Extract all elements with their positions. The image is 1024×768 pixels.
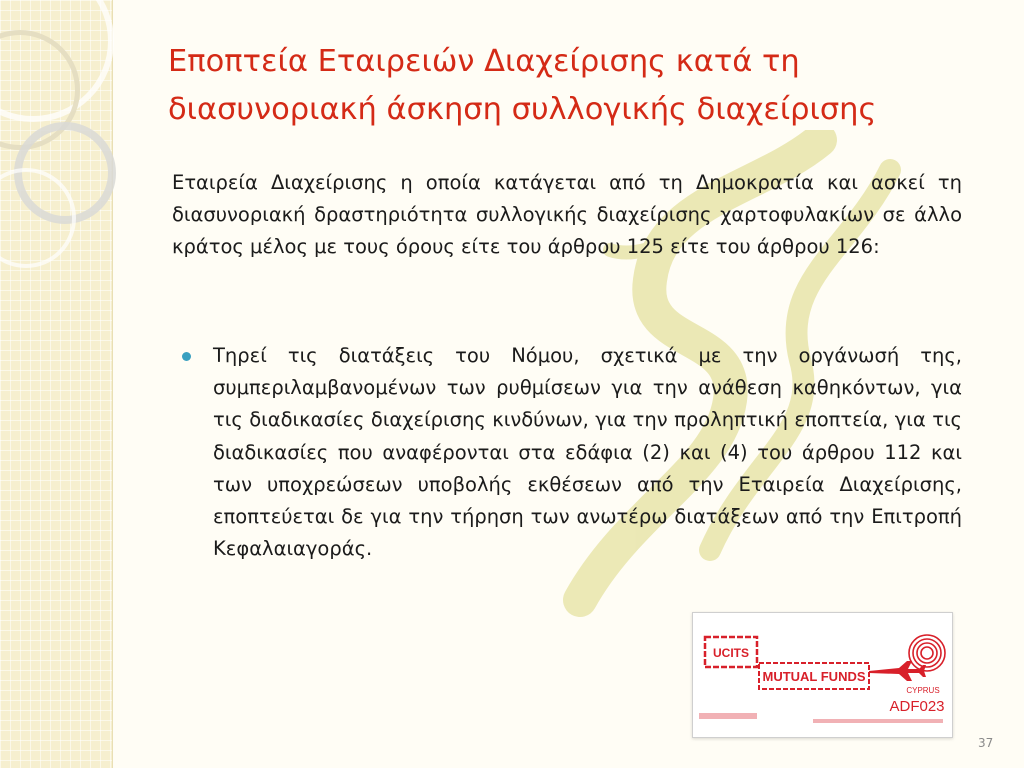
bullet-list <box>182 340 962 565</box>
mutual-funds-label: MUTUAL FUNDS <box>762 669 866 684</box>
page-number: 37 <box>978 736 994 750</box>
ucits-logo <box>693 613 952 737</box>
title-line: διασυνοριακή άσκηση συλλογικής διαχείρισης <box>168 92 877 127</box>
intro-paragraph: Εταιρεία Διαχείρισης η οποία κατάγεται από τη Δημοκρατία και ασκεί τη διασυνοριακή δραστηριότητα συλλογικής διαχείρισης χαρτοφυλακίων σε άλλο κράτος μέλος με τους όρους είτε του άρθρου 125 είτε του άρθρου 126: <box>172 171 962 258</box>
list-item <box>182 340 962 565</box>
decorative-sidebar <box>0 0 113 768</box>
title-line: Εποπτεία Εταιρειών Διαχείρισης κατά τη <box>168 44 800 79</box>
cyprus-label: CYPRUS <box>906 686 940 695</box>
fund-code-label: ADF023 <box>889 698 945 715</box>
bullet-text: Τηρεί τις διατάξεις του Νόμου, σχετικά με την οργάνωσή της, συμπεριλαμβανομένων των ρυθμίσεων για την ανάθεση καθηκόντων, για τις διαδικασίες διαχείρισης κινδύνων, για την προληπτική εποπτεία, για τις διαδικασίες που αναφέρονται στα εδάφια (2) και (4) του άρθρου 112 και των υποχρεώσεων υποβολής εκθέσεων από την Εταιρεία Διαχείρισης, εποπτεύεται δε για την τήρηση των ανωτέρω διατάξεων από την Επιτροπή Κεφαλαιαγοράς. <box>213 344 962 561</box>
ucits-logo-image <box>692 612 953 738</box>
slide-title <box>168 38 988 134</box>
bullet-icon <box>182 352 191 361</box>
ucits-label: UCITS <box>713 646 749 660</box>
